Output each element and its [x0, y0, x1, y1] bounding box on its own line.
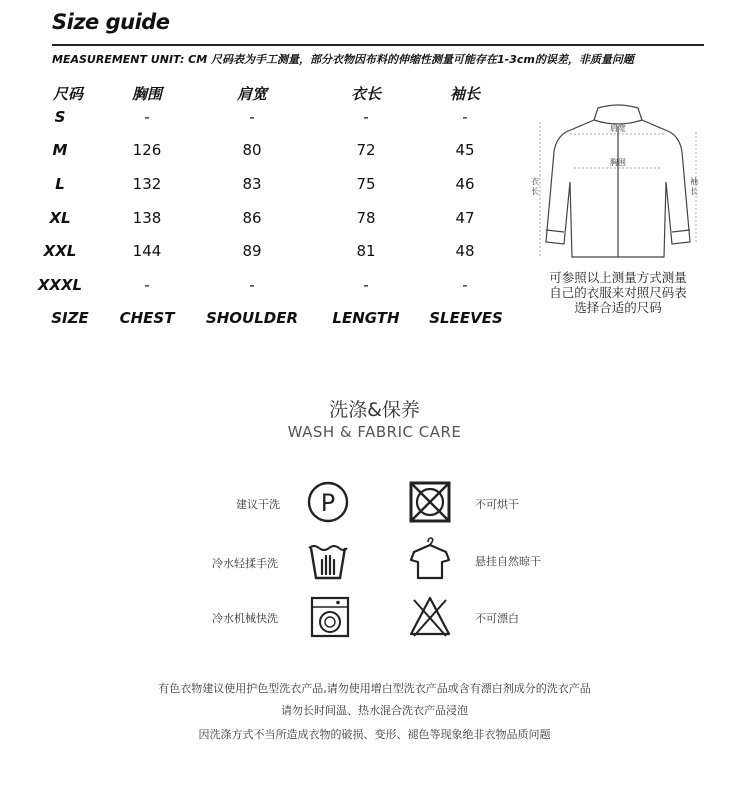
length-label-1: 衣 — [531, 177, 539, 186]
header-chest-cn: 胸围 — [131, 85, 163, 103]
header-size-en: SIZE — [51, 309, 89, 327]
table-cell-shoulder: 86 — [242, 209, 262, 227]
table-cell-shoulder: 83 — [242, 175, 262, 193]
care-title-cn: 洗涤&保养 — [329, 399, 420, 421]
header-size-cn: 尺码 — [52, 85, 84, 103]
table-cell-chest: 126 — [132, 141, 162, 159]
care-note-line: 有色衣物建议使用护色型洗衣产品,请勿使用增白型洗衣产品或含有漂白剂成分的洗衣产品 — [158, 682, 591, 695]
table-cell-sleeves: 46 — [455, 175, 475, 193]
no-bleach-icon — [408, 594, 452, 638]
table-row-size: XL — [49, 209, 71, 227]
chest-label: 胸围 — [610, 158, 626, 167]
table-cell-length: 78 — [356, 209, 376, 227]
dry-clean-p-icon — [306, 480, 350, 524]
table-cell-sleeves: - — [462, 276, 468, 294]
table-cell-shoulder: 80 — [242, 141, 262, 159]
header-sleeves-cn: 袖长 — [449, 85, 481, 103]
table-row-size: M — [52, 141, 68, 159]
care-note-line: 请勿长时间温、热水混合洗衣产品浸泡 — [281, 704, 468, 717]
header-sleeves-en: SLEEVES — [429, 309, 503, 327]
length-label-2: 长 — [531, 187, 539, 196]
table-row-size: XXL — [43, 242, 77, 260]
header-length-en: LENGTH — [332, 309, 400, 327]
header-shoulder-en: SHOULDER — [205, 309, 299, 327]
table-cell-length: - — [363, 276, 369, 294]
note-line: 可参照以上测量方式测量 — [549, 270, 687, 285]
measurement-unit-note: MEASUREMENT UNIT: CM 尺码表为手工测量，部分衣物因布料的伸缩性测量可能存在1-3cm的误差，非质量问题 — [52, 53, 634, 66]
table-cell-chest: - — [144, 108, 150, 126]
header-chest-en: CHEST — [119, 309, 175, 327]
note-line: 选择合适的尺码 — [574, 300, 662, 315]
table-cell-length: - — [363, 108, 369, 126]
care-label-machine-wash: 冷水机械快洗 — [212, 612, 278, 625]
page-title: Size guide — [52, 10, 170, 34]
table-cell-chest: - — [144, 276, 150, 294]
table-cell-length: 81 — [356, 242, 376, 260]
no-tumble-dry-icon — [408, 480, 452, 524]
hang-dry-icon — [408, 536, 452, 580]
header-length-cn: 衣长 — [350, 85, 382, 103]
note-line: 自己的衣服来对照尺码表 — [549, 285, 687, 300]
care-label-no-tumble-dry: 不可烘干 — [475, 498, 519, 511]
hand-wash-icon — [306, 538, 350, 582]
shoulder-label: 肩宽 — [610, 124, 626, 133]
sleeve-label-2: 长 — [690, 187, 698, 196]
table-row-size: S — [54, 108, 66, 126]
table-cell-chest: 144 — [132, 242, 162, 260]
sleeve-label-1: 袖 — [690, 177, 698, 186]
table-cell-sleeves: 47 — [455, 209, 475, 227]
measurement-diagram — [530, 102, 706, 267]
table-cell-shoulder: - — [249, 108, 255, 126]
table-row-size: XXXL — [37, 276, 83, 294]
care-label-dry-clean: 建议干洗 — [236, 498, 280, 511]
header-shoulder-cn: 肩宽 — [236, 85, 268, 103]
svg-text:P: P — [320, 489, 336, 517]
care-note-line: 因洗涤方式不当所造成衣物的破损、变形、褪色等现象绝非衣物品质问题 — [198, 728, 551, 741]
title-divider — [52, 44, 704, 46]
table-cell-shoulder: - — [249, 276, 255, 294]
care-label-hang-dry: 悬挂自然晾干 — [475, 555, 541, 568]
washing-machine-icon — [308, 595, 352, 639]
table-cell-sleeves: - — [462, 108, 468, 126]
table-cell-length: 72 — [356, 141, 376, 159]
care-title-en: WASH & FABRIC CARE — [287, 423, 462, 441]
table-cell-chest: 138 — [132, 209, 162, 227]
care-label-hand-wash: 冷水轻揉手洗 — [212, 557, 278, 570]
table-cell-length: 75 — [356, 175, 376, 193]
table-row-size: L — [55, 175, 65, 193]
care-label-no-bleach: 不可漂白 — [475, 612, 519, 625]
table-cell-shoulder: 89 — [242, 242, 262, 260]
table-cell-chest: 132 — [132, 175, 162, 193]
measurement-note — [520, 270, 716, 315]
table-cell-sleeves: 48 — [455, 242, 475, 260]
table-cell-sleeves: 45 — [455, 141, 475, 159]
